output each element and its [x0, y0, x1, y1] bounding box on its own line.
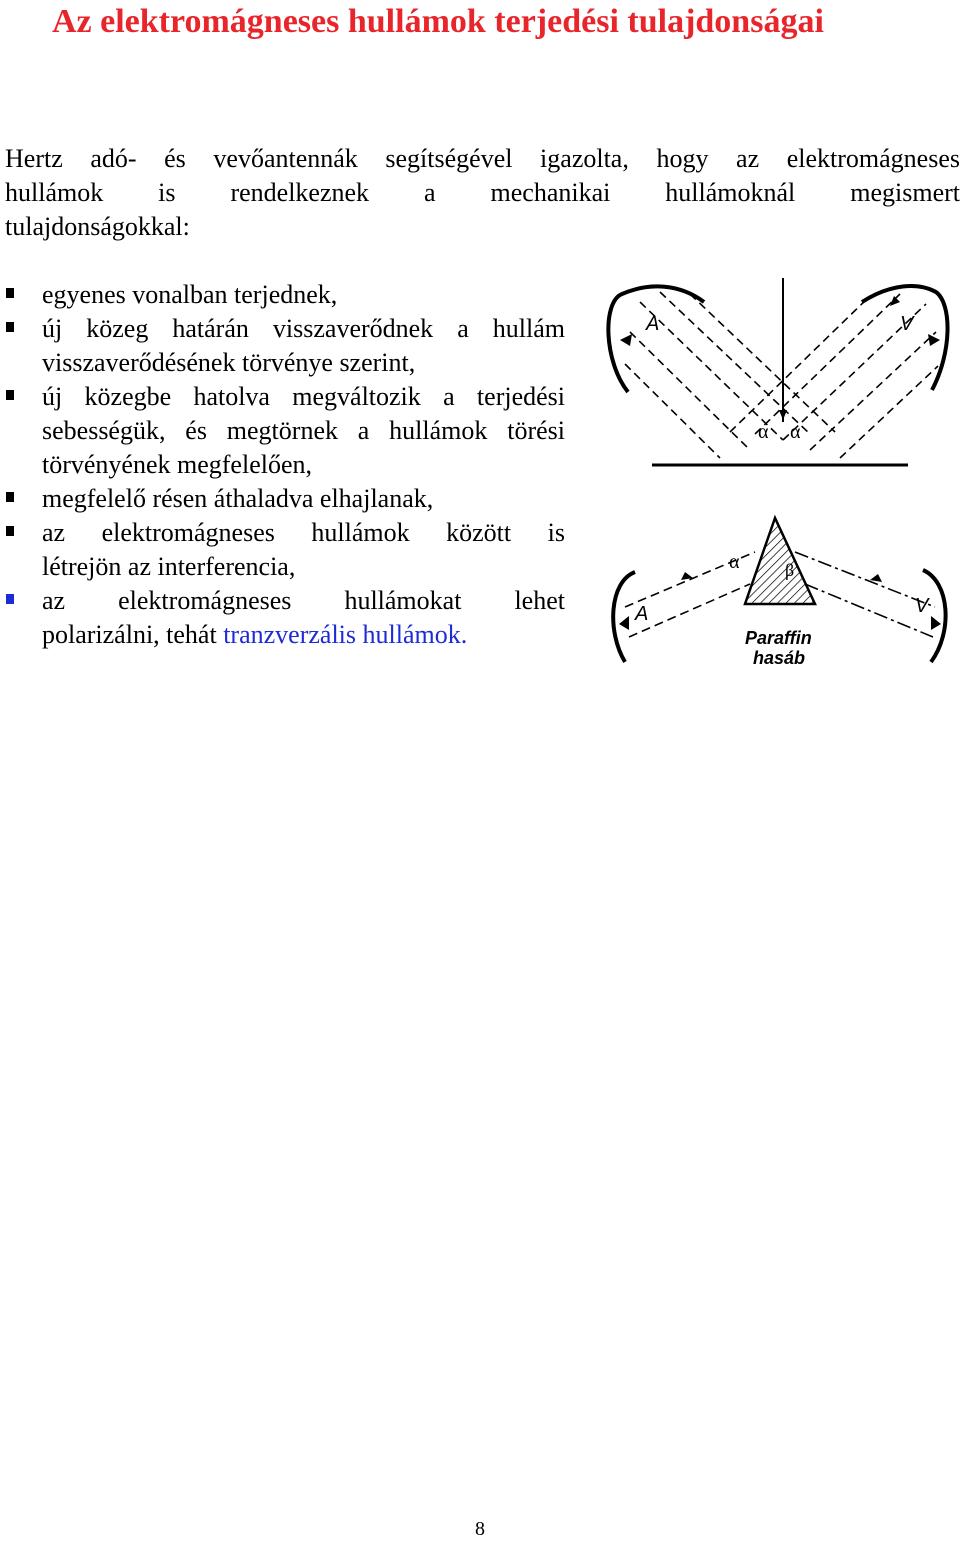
page-number: 8: [475, 1518, 485, 1540]
transmitter-label: A: [646, 313, 660, 335]
arrow-icon: [890, 296, 900, 306]
square-bullet-icon: [6, 322, 14, 332]
list-item-text: megfelelő résen áthaladva elhajlanak,: [42, 484, 434, 513]
property-list: [0, 278, 565, 652]
list-item-text: új közeg határán visszaverődnek a hullám: [42, 314, 565, 343]
list-item: [0, 278, 565, 312]
arrow-icon: [779, 410, 787, 420]
angle-label: α: [790, 421, 801, 443]
receiver-label: V: [900, 313, 914, 335]
arrow-icon: [620, 334, 632, 346]
prism-label: hasáb: [753, 648, 806, 668]
intro-line: Hertz adó- és vevőantennák segítségével igazolta, hogy az elektromágneses: [5, 144, 960, 173]
list-item: [0, 516, 565, 584]
list-item-text-prefix: polarizálni, tehát: [42, 620, 224, 649]
arrow-icon: [928, 334, 940, 346]
angle-beta-label: β: [785, 560, 795, 580]
angle-alpha-label: α: [729, 551, 740, 573]
intro-line: tulajdonságokkal:: [5, 212, 190, 241]
prism-label: Paraffin: [745, 628, 812, 648]
highlighted-term: tranzverzális hullámok.: [223, 620, 468, 649]
list-item-text: az elektromágneses hullámokat lehet: [42, 586, 565, 615]
square-bullet-icon: [6, 288, 14, 298]
page-title: Az elektromágneses hullámok terjedési tulajdonságai: [52, 3, 824, 40]
list-item-text: visszaverődésének törvénye szerint,: [42, 348, 416, 377]
angle-label: α: [758, 421, 769, 443]
reflection-diagram: [600, 272, 960, 472]
list-item-text: egyenes vonalban terjednek,: [42, 280, 338, 309]
list-item-text: sebességük, és megtörnek a hullámok törési: [42, 416, 565, 445]
list-item: [0, 380, 565, 482]
square-bullet-icon: [6, 594, 14, 604]
list-item-text: létrejön az interferencia,: [42, 552, 296, 581]
transmitter-reflector: [613, 572, 635, 662]
arrow-icon: [870, 574, 882, 582]
list-item: [0, 312, 565, 380]
refracted-beam: [795, 552, 935, 637]
square-bullet-icon: [6, 526, 14, 536]
square-bullet-icon: [6, 492, 14, 502]
arrow-icon: [619, 616, 629, 630]
list-item-text: új közegbe hatolva megváltozik a terjedési: [42, 382, 565, 411]
list-item-text: [42, 618, 565, 652]
list-item-text: törvényének megfelelően,: [42, 450, 312, 479]
list-item-text: az elektromágneses hullámok között is: [42, 518, 565, 547]
receiver-label: V: [915, 595, 929, 617]
paraffin-prism: [745, 518, 815, 604]
transmitter-label: A: [635, 603, 649, 625]
list-item: [0, 584, 565, 652]
square-bullet-icon: [6, 390, 14, 400]
intro-line: hullámok is rendelkeznek a mechanikai hullámoknál megismert: [5, 178, 960, 207]
refraction-diagram: [605, 512, 960, 677]
intro-paragraph: [5, 142, 960, 244]
list-item: [0, 482, 565, 516]
arrow-icon: [931, 616, 941, 630]
